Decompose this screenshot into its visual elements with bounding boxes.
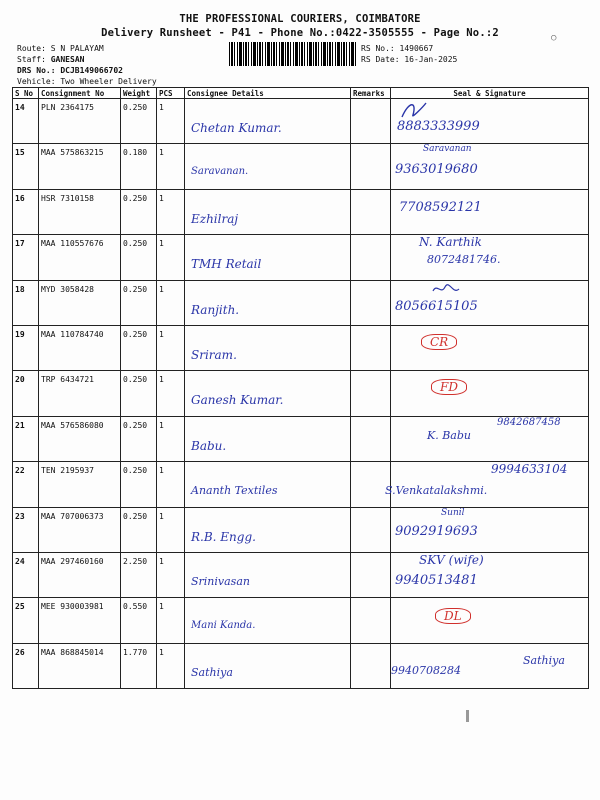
col-consignee: Consignee Details (185, 88, 351, 99)
row-weight: 0.250 (121, 325, 157, 370)
row-consignee (185, 507, 351, 552)
runsheet-subtitle: Delivery Runsheet - P41 - Phone No.:0422-3505555 - Page No.:2 (101, 27, 499, 39)
row-sno: 25 (13, 598, 39, 643)
signature-name: Sunil (441, 507, 465, 518)
rs-date: RS Date: 16-Jan-2025 (361, 55, 458, 64)
col-consignment: Consignment No (39, 88, 121, 99)
row-pcs: 1 (157, 598, 185, 643)
row-sno: 24 (13, 552, 39, 597)
table-row (13, 235, 589, 280)
table-row (13, 552, 589, 597)
signature-phone: 8056615105 (395, 298, 478, 314)
row-weight: 0.250 (121, 371, 157, 416)
row-pcs: 1 (157, 189, 185, 234)
row-consignment-no: MAA 868845014 (39, 643, 121, 688)
route-block (17, 43, 157, 87)
consignee-handwriting: Ranjith. (191, 302, 240, 317)
row-pcs: 1 (157, 144, 185, 189)
table-row (13, 643, 589, 688)
row-remarks (351, 371, 391, 416)
consignee-handwriting: Ananth Textiles (191, 484, 278, 498)
row-consignment-no: HSR 7310158 (39, 189, 121, 234)
row-signature (391, 507, 589, 552)
table-row (13, 144, 589, 189)
row-signature (391, 144, 589, 189)
row-sno: 20 (13, 371, 39, 416)
row-weight: 0.250 (121, 462, 157, 507)
row-consignee (185, 598, 351, 643)
drs-line (17, 65, 157, 76)
signature-name: K. Babu (427, 428, 471, 442)
drs-number: DCJB149066702 (60, 66, 123, 75)
row-weight: 0.250 (121, 235, 157, 280)
row-remarks (351, 235, 391, 280)
row-weight: 0.180 (121, 144, 157, 189)
row-consignment-no: MAA 707006373 (39, 507, 121, 552)
rs-block (361, 43, 457, 65)
row-consignment-no: TRP 6434721 (39, 371, 121, 416)
staff-name: GANESAN (50, 55, 85, 64)
row-pcs: 1 (157, 643, 185, 688)
table-body (13, 99, 589, 689)
row-consignment-no: MAA 576586080 (39, 416, 121, 461)
row-remarks (351, 189, 391, 234)
table-row (13, 325, 589, 370)
row-consignment-no: TEN 2195937 (39, 462, 121, 507)
row-consignee (185, 371, 351, 416)
vehicle-text: Vehicle: Two Wheeler Delivery (17, 77, 157, 86)
col-weight: Weight (121, 88, 157, 99)
route-text: Route: S N PALAYAM (17, 44, 104, 53)
signature-phone: 8883333999 (397, 119, 480, 134)
table-row (13, 507, 589, 552)
row-signature (391, 371, 589, 416)
row-weight: 0.550 (121, 598, 157, 643)
row-consignee (185, 552, 351, 597)
table-row (13, 462, 589, 507)
remark-stamp: FD (431, 379, 467, 395)
consignee-handwriting: TMH Retail (191, 257, 262, 272)
row-consignment-no: PLN 2364175 (39, 99, 121, 144)
row-sno: 26 (13, 643, 39, 688)
row-sno: 17 (13, 235, 39, 280)
row-pcs: 1 (157, 235, 185, 280)
consignee-handwriting: Sathiya (191, 665, 233, 679)
signature-scribble-icon (431, 281, 461, 297)
row-pcs: 1 (157, 325, 185, 370)
consignee-handwriting: Ganesh Kumar. (191, 393, 284, 408)
signature-name: SKV (wife) (419, 552, 484, 567)
consignee-handwriting: Ezhilraj (191, 211, 239, 226)
row-consignment-no: MYD 3058428 (39, 280, 121, 325)
staff-label: Staff: (17, 55, 46, 64)
row-weight: 1.770 (121, 643, 157, 688)
signature-scribble-icon (399, 99, 429, 121)
row-weight: 2.250 (121, 552, 157, 597)
row-consignment-no: MEE 930003981 (39, 598, 121, 643)
row-remarks (351, 643, 391, 688)
row-signature (391, 325, 589, 370)
table-row (13, 598, 589, 643)
signature-phone: 9092919693 (395, 523, 478, 539)
consignee-handwriting: Chetan Kumar. (191, 121, 282, 135)
row-consignment-no: MAA 297460160 (39, 552, 121, 597)
row-signature (391, 280, 589, 325)
row-sno: 21 (13, 416, 39, 461)
row-weight: 0.250 (121, 416, 157, 461)
col-remarks: Remarks (351, 88, 391, 99)
row-weight: 0.250 (121, 99, 157, 144)
row-consignee (185, 280, 351, 325)
staff-line (17, 54, 157, 65)
row-sno: 22 (13, 462, 39, 507)
signature-phone: 9994633104 (491, 462, 568, 477)
row-remarks (351, 552, 391, 597)
signature-name: S.Venkatalakshmi. (385, 484, 488, 498)
row-signature (391, 552, 589, 597)
company-title: THE PROFESSIONAL COURIERS, COIMBATORE (179, 13, 421, 25)
row-signature (391, 643, 589, 688)
consignee-handwriting: Sriram. (191, 347, 237, 362)
table-row (13, 371, 589, 416)
row-signature (391, 598, 589, 643)
row-signature (391, 189, 589, 234)
row-consignment-no: MAA 575863215 (39, 144, 121, 189)
table-row (13, 189, 589, 234)
table-header-row (13, 88, 589, 99)
consignee-handwriting: Babu. (191, 438, 227, 453)
row-remarks (351, 598, 391, 643)
row-pcs: 1 (157, 552, 185, 597)
row-pcs: 1 (157, 99, 185, 144)
row-signature (391, 99, 589, 144)
row-consignee (185, 189, 351, 234)
col-pcs: PCS (157, 88, 185, 99)
row-remarks (351, 280, 391, 325)
margin-tick (466, 710, 469, 722)
row-signature (385, 462, 589, 507)
signature-phone: 9940708284 (391, 663, 461, 677)
signature-name: Sathiya (523, 653, 565, 667)
row-sno: 15 (13, 144, 39, 189)
row-sno: 14 (13, 99, 39, 144)
row-remarks (351, 99, 391, 144)
row-consignee (185, 643, 351, 688)
row-sno: 16 (13, 189, 39, 234)
row-consignee (185, 235, 351, 280)
row-consignment-no: MAA 110784740 (39, 325, 121, 370)
row-sno: 23 (13, 507, 39, 552)
runsheet-table (12, 87, 589, 689)
row-sno: 19 (13, 325, 39, 370)
consignee-handwriting: Saravanan. (191, 166, 249, 178)
row-sno: 18 (13, 280, 39, 325)
consignee-handwriting: Srinivasan (191, 574, 250, 588)
row-consignee (185, 325, 351, 370)
row-weight: 0.250 (121, 280, 157, 325)
row-consignee (185, 416, 351, 461)
row-remarks (351, 507, 391, 552)
row-remarks (351, 416, 391, 461)
row-pcs: 1 (157, 416, 185, 461)
row-pcs: 1 (157, 462, 185, 507)
row-consignee (185, 144, 351, 189)
row-consignee (185, 99, 351, 144)
row-weight: 0.250 (121, 507, 157, 552)
row-pcs: 1 (157, 280, 185, 325)
remark-stamp: CR (421, 334, 457, 350)
row-consignee (185, 462, 351, 507)
table-row (13, 99, 589, 144)
signature-phone: 9363019680 (395, 162, 478, 178)
row-signature (391, 416, 589, 461)
rs-number: RS No.: 1490667 (361, 44, 434, 53)
remark-stamp: DL (435, 608, 471, 624)
row-signature (391, 235, 589, 280)
col-sno: S No (13, 88, 39, 99)
row-pcs: 1 (157, 371, 185, 416)
signature-name: N. Karthik (419, 235, 482, 250)
barcode-image (229, 42, 357, 66)
row-pcs: 1 (157, 507, 185, 552)
col-signature: Seal & Signature (391, 88, 589, 99)
row-consignment-no: MAA 110557676 (39, 235, 121, 280)
drs-label: DRS No.: (17, 66, 56, 75)
corner-mark: ○ (551, 33, 557, 43)
signature-phone: 9842687458 (497, 416, 561, 428)
signature-phone: 7708592121 (399, 199, 482, 215)
consignee-handwriting: Mani Kanda. (191, 620, 256, 632)
row-weight: 0.250 (121, 189, 157, 234)
signature-phone: 9940513481 (395, 572, 478, 588)
row-remarks (351, 144, 391, 189)
table-row (13, 416, 589, 461)
signature-name: Saravanan (423, 144, 472, 155)
consignee-handwriting: R.B. Engg. (191, 529, 256, 544)
table-row (13, 280, 589, 325)
signature-phone: 8072481746. (427, 253, 501, 267)
row-remarks (351, 325, 391, 370)
